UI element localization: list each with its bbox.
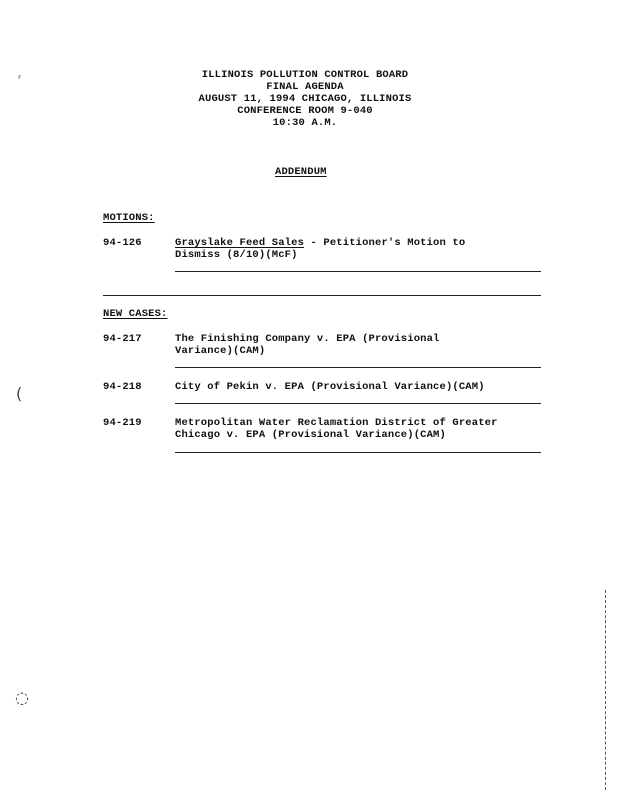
- scan-speck-mark: ʳ: [18, 72, 22, 86]
- section-divider-rule: [103, 295, 541, 296]
- case-94-217-rule: [175, 367, 541, 368]
- header-date-location: AUGUST 11, 1994 CHICAGO, ILLINOIS: [198, 93, 412, 105]
- header-board-name: ILLINOIS POLLUTION CONTROL BOARD: [201, 69, 409, 81]
- header-agenda-type: FINAL AGENDA: [266, 81, 344, 93]
- new-cases-heading: NEW CASES:: [103, 308, 168, 320]
- case-number-94-218: 94-218: [103, 381, 142, 393]
- header-room: CONFERENCE ROOM 9-040: [237, 105, 373, 117]
- case-94-218-line-1: City of Pekin v. EPA (Provisional Variance)(CAM): [175, 381, 485, 393]
- motion-signature-rule: [175, 271, 541, 272]
- agenda-header: [150, 69, 460, 129]
- case-number-94-219: 94-219: [103, 417, 142, 429]
- case-94-219-line-1: Metropolitan Water Reclamation District of Greater: [175, 417, 498, 429]
- scan-edge-line: [605, 590, 606, 790]
- motion-line-2: Dismiss (8/10)(McF): [175, 249, 298, 261]
- case-94-217-line-1: The Finishing Company v. EPA (Provisional: [175, 333, 440, 345]
- case-94-218-rule: [175, 403, 541, 404]
- case-94-219-rule: [175, 452, 541, 453]
- scan-speck-paren: (: [16, 384, 23, 403]
- motion-case-name: Grayslake Feed Sales: [175, 237, 305, 249]
- case-94-217-line-2: Variance)(CAM): [175, 345, 266, 357]
- motions-heading: MOTIONS:: [103, 212, 155, 224]
- case-number-94-217: 94-217: [103, 333, 142, 345]
- motion-line-1: [175, 237, 465, 249]
- motion-description: - Petitioner's Motion to: [304, 237, 466, 249]
- addendum-title: ADDENDUM: [275, 166, 327, 178]
- header-time: 10:30 A.M.: [272, 117, 338, 129]
- case-94-219-line-2: Chicago v. EPA (Provisional Variance)(CAM): [175, 429, 446, 441]
- motion-case-number: 94-126: [103, 237, 142, 249]
- scan-speck-blot: ◌: [15, 688, 29, 707]
